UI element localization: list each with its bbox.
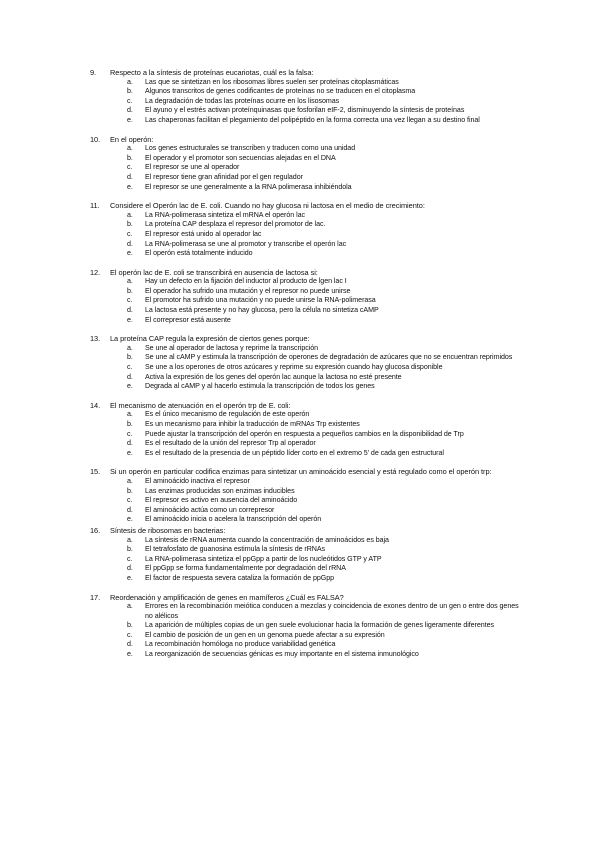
option-text: La aparición de múltiples copias de un gen suele evolucionar hacia la formación de genes ligeramente diferentes (145, 621, 494, 630)
option-letter: d. (127, 640, 133, 649)
option-letter: a. (127, 277, 133, 286)
option-text: Errores en la recombinación meiótica conducen a mezclas y coincidencia de exones dentro de un gen o entre dos genes no alélicos (145, 602, 519, 620)
option-text: El represor tiene gran afinidad por el gen regulador (145, 172, 303, 181)
option-letter: e. (127, 382, 133, 391)
option-text: Se une a los operones de otros azúcares y reprime su expresión cuando hay glucosa disponible (145, 363, 443, 372)
option-letter: d. (127, 564, 133, 573)
option-letter: c. (127, 163, 133, 172)
option-letter: d. (127, 505, 133, 514)
option-letter: e. (127, 115, 133, 124)
answer-option (0, 496, 600, 506)
answer-option (0, 116, 600, 126)
question-stem (0, 467, 600, 477)
option-text: El represor está unido al operador lac (145, 229, 262, 238)
option-text: La degradación de todas las proteínas ocurre en los lisosomas (145, 96, 340, 105)
option-text: Los genes estructurales se transcriben y traducen como una unidad (145, 144, 356, 153)
option-letter: b. (127, 420, 133, 428)
answer-option (0, 506, 600, 516)
answer-option (0, 555, 600, 565)
option-letter: e. (127, 515, 133, 524)
option-text: El operador ha sufrido una mutación y el represor no puede unirse (145, 286, 351, 295)
question-stem (0, 135, 600, 145)
option-letter: e. (127, 650, 133, 659)
option-letter: d. (127, 306, 133, 315)
option-letter: c. (127, 229, 133, 238)
answer-option (0, 420, 600, 430)
question-block (0, 334, 600, 392)
answer-option (0, 296, 600, 306)
question-block (0, 401, 600, 459)
question-block (0, 135, 600, 193)
answer-option (0, 316, 600, 326)
option-letter: b. (127, 220, 133, 229)
option-letter: b. (127, 286, 133, 295)
option-text: El correpresor está ausente (145, 315, 231, 324)
option-text: Es un mecanismo para inhibir la traducción de mRNAs Trp existentes (145, 420, 360, 428)
answer-option (0, 306, 600, 316)
option-text: El ayuno y el estrés activan proteínquinasas que fosforilan eIF-2, disminuyendo la síntesis de proteínas (145, 106, 465, 115)
option-text: La lactosa está presente y no hay glucosa, pero la célula no sintetiza cAMP (145, 306, 379, 315)
answer-option (0, 650, 600, 660)
option-letter: b. (127, 545, 133, 554)
question-number: 11. (90, 201, 100, 211)
option-text: Las que se sintetizan en los ribosomas libres suelen ser proteínas citoplasmáticas (145, 77, 399, 86)
option-letter: b. (127, 87, 133, 96)
answer-option (0, 373, 600, 383)
option-text: El operador y el promotor son secuencias alejadas en el DNA (145, 153, 336, 162)
option-letter: e. (127, 448, 133, 457)
answer-option (0, 536, 600, 546)
question-text: En el operón: (110, 134, 154, 144)
question-block (0, 593, 600, 660)
option-text: El aminoácido inicia o acelera la transcripción del operón (145, 515, 322, 524)
option-letter: c. (127, 554, 133, 563)
option-letter: c. (127, 96, 133, 105)
question-text: Respecto a la síntesis de proteínas eucariotas, cuál es la falsa: (110, 68, 314, 77)
question-stem (0, 526, 600, 536)
answer-option (0, 230, 600, 240)
question-stem (0, 68, 600, 78)
question-number: 15. (90, 467, 101, 477)
option-letter: a. (127, 144, 133, 153)
option-letter: b. (127, 621, 133, 630)
option-letter: e. (127, 182, 133, 191)
answer-option (0, 430, 600, 440)
question-stem (0, 401, 600, 411)
option-text: La RNA-polimerasa se une al promotor y transcribe el operón lac (145, 239, 347, 248)
question-stem (0, 593, 600, 603)
question-block (0, 201, 600, 259)
answer-option (0, 382, 600, 392)
option-letter: c. (127, 363, 133, 372)
answer-option (0, 545, 600, 555)
answer-option (0, 183, 600, 193)
question-number: 16. (90, 525, 101, 535)
option-letter: d. (127, 106, 133, 115)
answer-option (0, 287, 600, 297)
option-letter: c. (127, 496, 133, 505)
question-text: La proteína CAP regula la expresión de ciertos genes porque: (110, 334, 310, 344)
question-number: 12. (90, 267, 101, 277)
option-letter: c. (127, 429, 133, 438)
option-text: El tetrafosfato de guanosina estimula la síntesis de rRNAs (145, 545, 326, 554)
option-letter: c. (127, 630, 133, 639)
exam-document (0, 68, 600, 669)
answer-option (0, 277, 600, 287)
option-letter: a. (127, 410, 133, 419)
question-block (0, 68, 600, 126)
option-text: Activa la expresión de los genes del operón lac aunque la lactosa no esté presente (145, 372, 402, 381)
option-text: El cambio de posición de un gen en un genoma puede afectar a su expresión (145, 630, 385, 639)
option-letter: e. (127, 573, 133, 582)
answer-option (0, 487, 600, 497)
answer-option (0, 515, 600, 525)
question-text: El mecanismo de atenuación en el operón trp de E. coli: (110, 400, 291, 410)
answer-option (0, 602, 600, 621)
answer-option (0, 78, 600, 88)
option-letter: e. (127, 315, 133, 324)
option-letter: d. (127, 439, 133, 448)
answer-option (0, 640, 600, 650)
option-text: Es el único mecanismo de regulación de este operón (145, 410, 310, 419)
option-letter: a. (127, 476, 133, 485)
option-text: Las enzimas producidas son enzimas inducibles (145, 486, 295, 495)
question-text: El operón lac de E. coli se transcribirá en ausencia de lactosa si: (110, 267, 318, 277)
answer-option (0, 439, 600, 449)
option-text: Degrada al cAMP y al hacerlo estimula la transcripción de todos los genes (145, 382, 375, 391)
option-text: El represor es activo en ausencia del aminoácido (145, 496, 298, 505)
option-text: Puede ajustar la transcripción del operón en respuesta a pequeños cambios en la disponibilidad de Trp (145, 429, 464, 438)
question-stem (0, 334, 600, 344)
answer-option (0, 211, 600, 221)
question-text: Si un operón en particular codifica enzimas para sintetizar un aminoácido esencial y está regulado como el operón trp: (110, 467, 492, 477)
option-text: La síntesis de rRNA aumenta cuando la concentración de aminoácidos es baja (145, 535, 389, 544)
option-letter: a. (127, 77, 133, 86)
answer-option (0, 564, 600, 574)
option-text: El aminoácido actúa como un correpresor (145, 505, 275, 514)
option-text: El operón está totalmente inducido (145, 249, 253, 258)
answer-option (0, 621, 600, 631)
answer-option (0, 173, 600, 183)
answer-option (0, 631, 600, 641)
question-number: 10. (90, 134, 101, 144)
option-letter: a. (127, 210, 133, 219)
option-letter: a. (127, 343, 133, 352)
question-number: 14. (90, 400, 101, 410)
answer-option (0, 477, 600, 487)
question-stem (0, 268, 600, 278)
answer-option (0, 410, 600, 420)
answer-option (0, 249, 600, 259)
question-text: Considere el Operón lac de E. coli. Cuando no hay glucosa ni lactosa en el medio de crecimiento: (110, 201, 425, 211)
option-text: Se une al operador de lactosa y reprime la transcripción (145, 343, 319, 352)
option-text: La reorganización de secuencias génicas es muy importante en el sistema inmunológico (145, 650, 419, 659)
option-text: El represor se une al operador (145, 163, 240, 172)
option-text: El promotor ha sufrido una mutación y no puede unirse la RNA-polimerasa (145, 296, 376, 305)
option-text: La RNA-polimerasa sintetiza el ppGpp a partir de los nucleótidos GTP y ATP (145, 554, 382, 563)
option-text: La recombinación homóloga no produce variabilidad genética (145, 640, 336, 649)
answer-option (0, 344, 600, 354)
option-letter: b. (127, 486, 133, 495)
answer-option (0, 220, 600, 230)
option-letter: d. (127, 172, 133, 181)
option-text: La proteína CAP desplaza el represor del promotor de lac. (145, 220, 326, 229)
answer-option (0, 154, 600, 164)
answer-option (0, 87, 600, 97)
question-number: 9. (90, 68, 97, 77)
question-block (0, 526, 600, 584)
answer-option (0, 449, 600, 459)
option-letter: a. (127, 602, 133, 611)
option-letter: c. (127, 296, 133, 305)
option-text: Se une al cAMP y estimula la transcripción de operones de degradación de azúcares que no se encuentran reprimidos (145, 353, 513, 362)
question-text: Síntesis de ribosomas en bacterias: (110, 525, 226, 535)
option-text: El represor se une generalmente a la RNA polimerasa inhibiéndola (145, 182, 352, 191)
option-text: El factor de respuesta severa cataliza la formación de ppGpp (145, 573, 335, 582)
option-letter: e. (127, 249, 133, 258)
option-text: El ppGpp se forma fundamentalmente por degradación del rRNA (145, 564, 346, 573)
question-text: Reordenación y amplificación de genes en mamíferos ¿Cuál es FALSA? (110, 592, 344, 602)
answer-option (0, 106, 600, 116)
option-text: El aminoácido inactiva el represor (145, 476, 250, 485)
answer-option (0, 163, 600, 173)
answer-option (0, 353, 600, 363)
question-stem (0, 201, 600, 211)
answer-option (0, 240, 600, 250)
option-letter: d. (127, 239, 133, 248)
answer-option (0, 363, 600, 373)
question-block (0, 268, 600, 326)
option-letter: d. (127, 372, 133, 381)
option-text: Es el resultado de la presencia de un péptido líder corto en el extremo 5' de cada gen estructural (145, 448, 444, 457)
answer-option (0, 97, 600, 107)
option-letter: b. (127, 353, 133, 362)
option-text: La RNA-polimerasa sintetiza el mRNA el operón lac (145, 210, 305, 219)
answer-option (0, 574, 600, 584)
option-text: Las chaperonas facilitan el plegamiento del polipéptido en la forma correcta una vez llegan a su destino final (145, 115, 480, 124)
question-number: 17. (90, 592, 101, 602)
option-text: Algunos transcritos de genes codificantes de proteínas no se traducen en el citoplasma (145, 87, 416, 96)
question-number: 13. (90, 334, 101, 344)
question-block (0, 467, 600, 525)
option-text: Es el resultado de la unión del represor Trp al operador (145, 439, 316, 448)
option-letter: a. (127, 535, 133, 544)
answer-option (0, 144, 600, 154)
option-text: Hay un defecto en la fijación del inductor al producto de lgen lac I (145, 277, 347, 286)
option-letter: b. (127, 153, 133, 162)
